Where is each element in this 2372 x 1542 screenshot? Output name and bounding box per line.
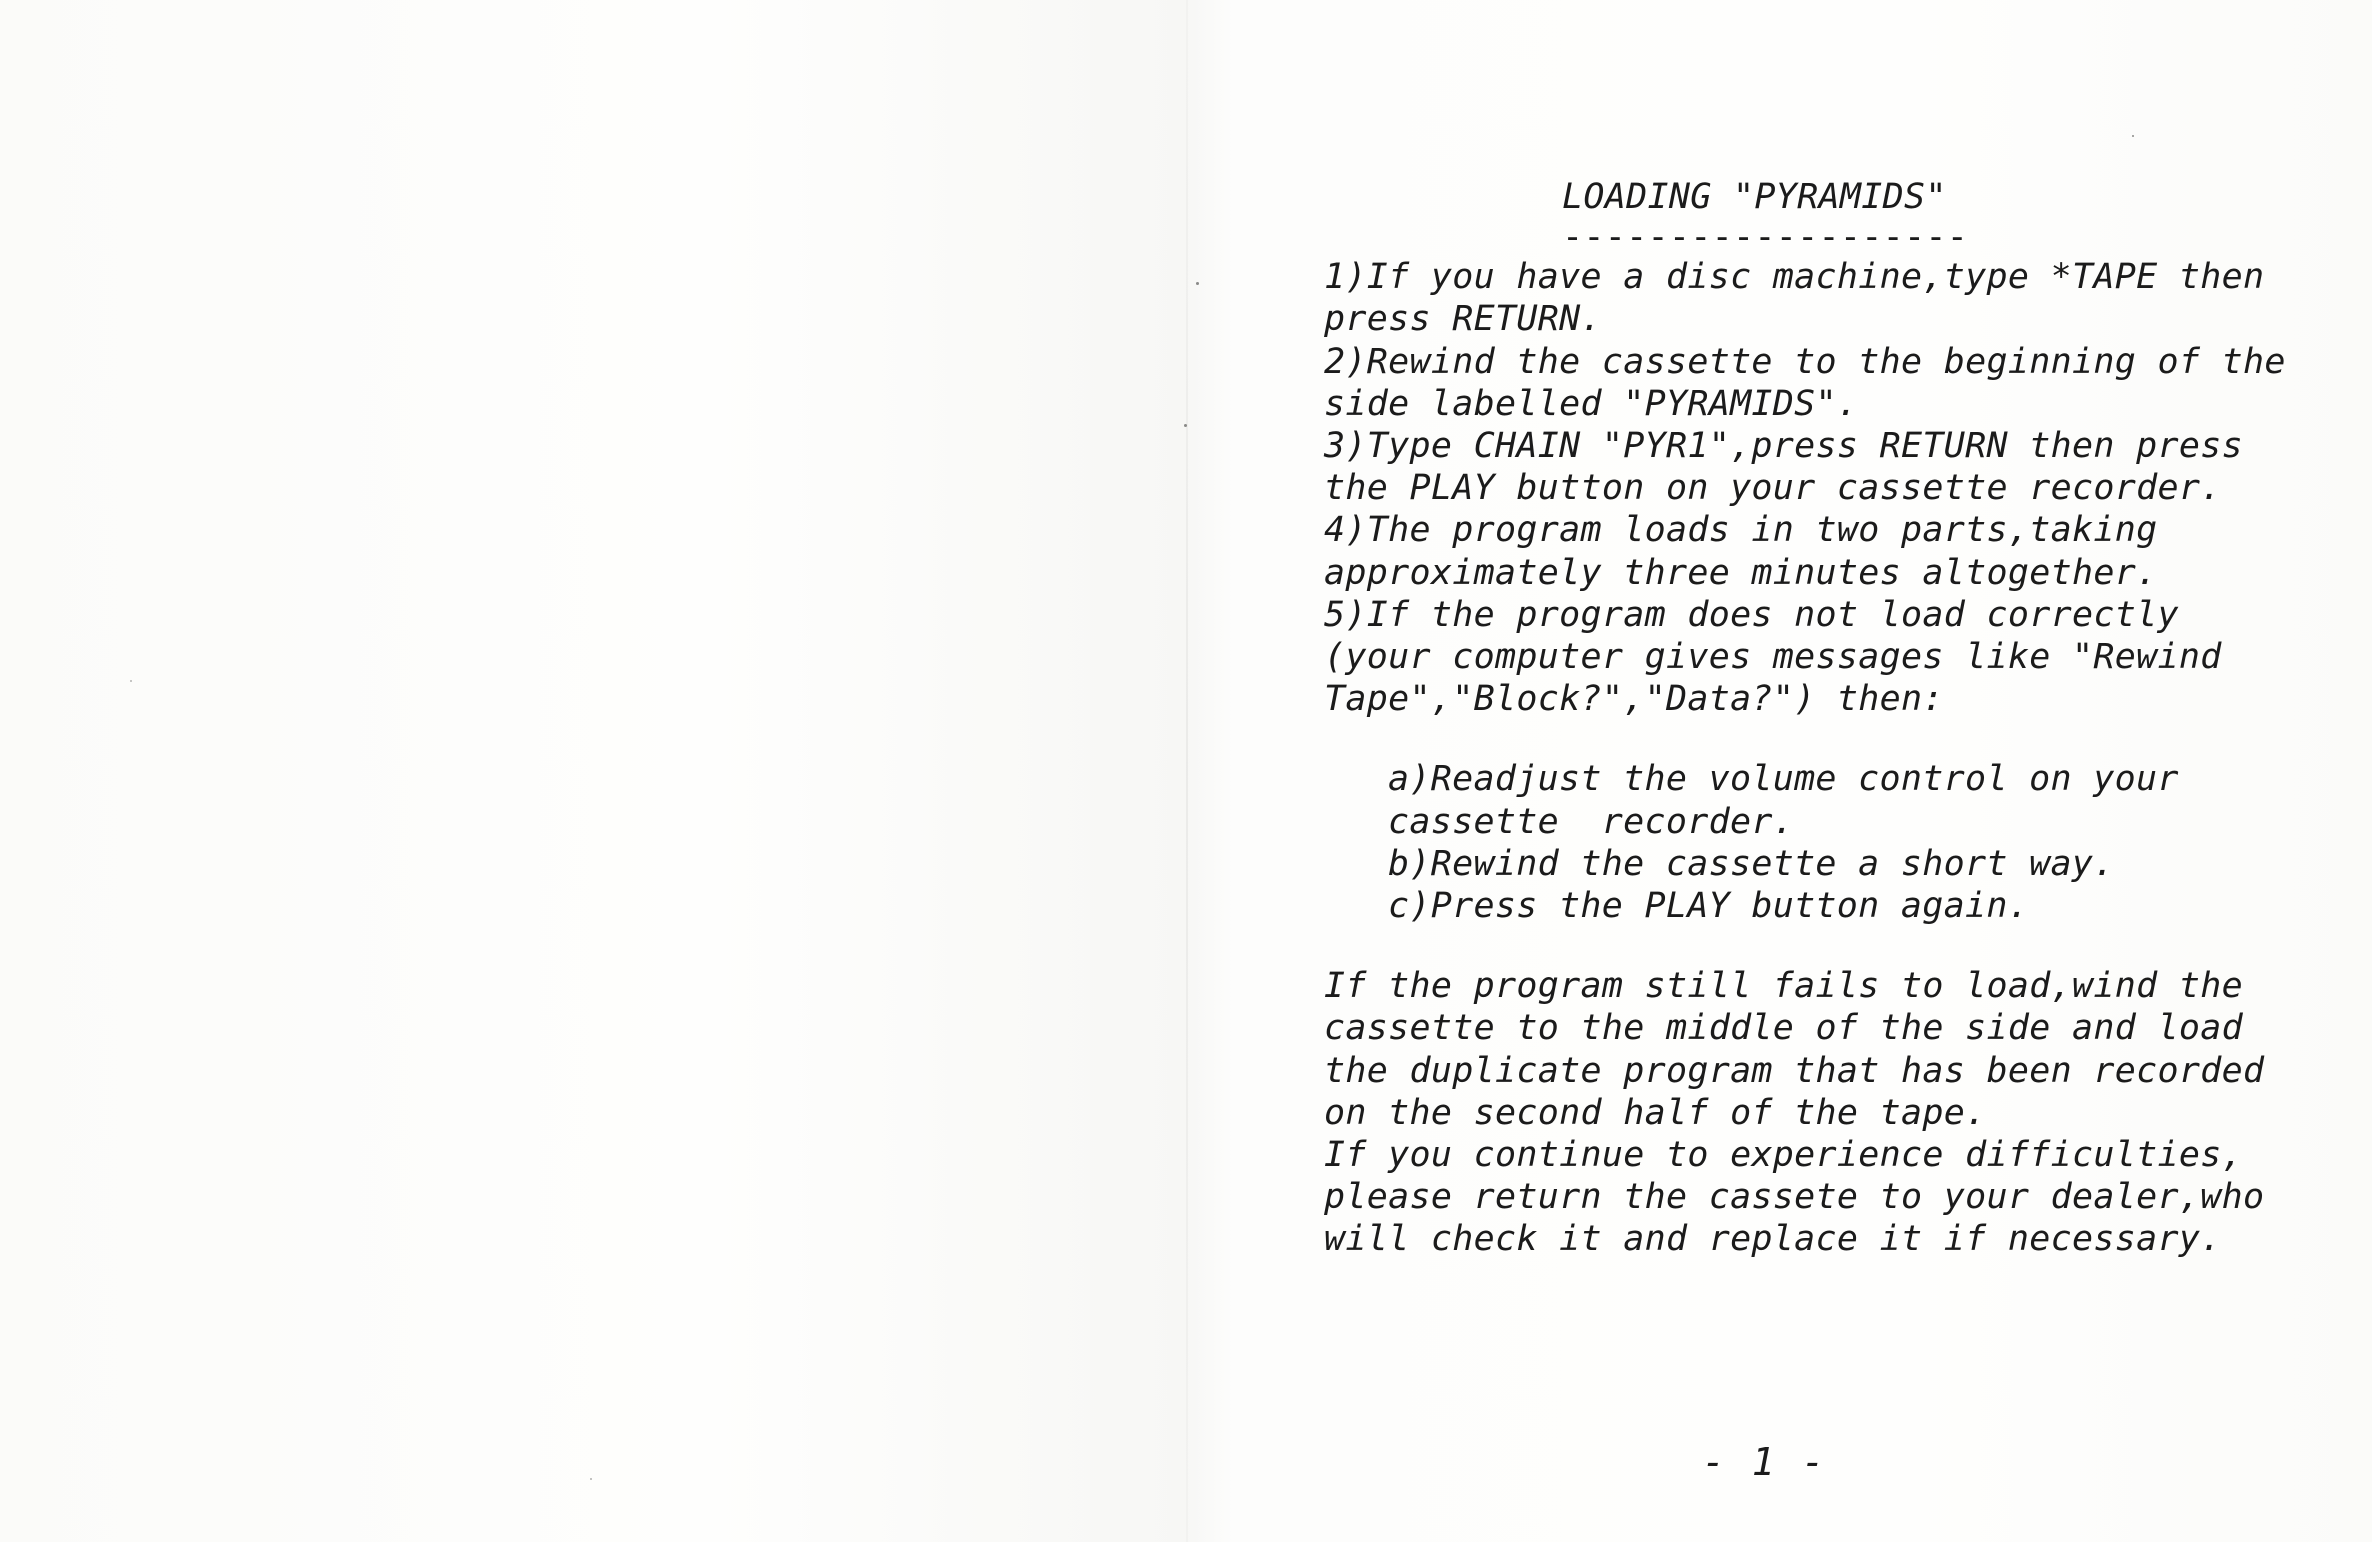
step-line: 1)If you have a disc machine,type *TAPE then (1324, 257, 2265, 298)
step-line: 3)Type CHAIN "PYR1",press RETURN then press (1324, 426, 2243, 467)
title-underline: ------------------- (1562, 217, 1969, 258)
closing-line: If the program still fails to load,wind the (1324, 966, 2243, 1007)
step-item (1324, 594, 2324, 721)
right-page (1188, 0, 2372, 1542)
step-item (1324, 341, 2324, 425)
substep-line: b)Rewind the cassette a short way. (1388, 843, 2115, 884)
step-line: 5)If the program does not load correctly (1324, 594, 2179, 635)
substep-item (1388, 885, 2324, 927)
closing-line: cassette to the middle of the side and load (1324, 1008, 2243, 1049)
step-line: approximately three minutes altogether. (1324, 552, 2158, 593)
substep-line: cassette recorder. (1388, 801, 1795, 842)
closing-line: please return the cassete to your dealer,who (1324, 1177, 2265, 1218)
paper-speck (590, 1478, 592, 1480)
closing-line: If you continue to experience difficulties, (1324, 1135, 2243, 1176)
step-line: the PLAY button on your cassette recorder. (1324, 468, 2222, 509)
page-number: - 1 - (1702, 1440, 1827, 1484)
substep-list (1324, 758, 2324, 927)
step-item (1324, 256, 2324, 340)
spacer (1324, 927, 2324, 965)
step-item (1324, 425, 2324, 509)
loading-instructions (1324, 176, 2324, 1261)
paper-speck (130, 680, 132, 682)
spacer (1324, 720, 2324, 758)
closing-line: will check it and replace it if necessary. (1324, 1219, 2222, 1260)
step-line: side labelled "PYRAMIDS". (1324, 383, 1859, 424)
closing-line: the duplicate program that has been recorded (1324, 1050, 2265, 1091)
step-line: (your computer gives messages like "Rewind (1324, 637, 2222, 678)
step-item (1324, 509, 2324, 593)
substep-item (1388, 758, 2324, 842)
step-line: press RETURN. (1324, 299, 1602, 340)
substep-line: c)Press the PLAY button again. (1388, 886, 2030, 927)
step-line: Tape","Block?","Data?") then: (1324, 679, 1944, 720)
page-title: LOADING "PYRAMIDS" (1562, 177, 1947, 217)
paper-speck (1184, 424, 1187, 427)
closing-line: on the second half of the tape. (1324, 1092, 1987, 1133)
substep-line: a)Readjust the volume control on your (1388, 759, 2179, 800)
step-line: 2)Rewind the cassette to the beginning of the (1324, 341, 2286, 382)
substep-item (1388, 843, 2324, 885)
paper-speck (2132, 135, 2134, 137)
step-line: 4)The program loads in two parts,taking (1324, 510, 2158, 551)
step-list (1324, 256, 2324, 720)
closing-paragraph (1324, 965, 2324, 1260)
